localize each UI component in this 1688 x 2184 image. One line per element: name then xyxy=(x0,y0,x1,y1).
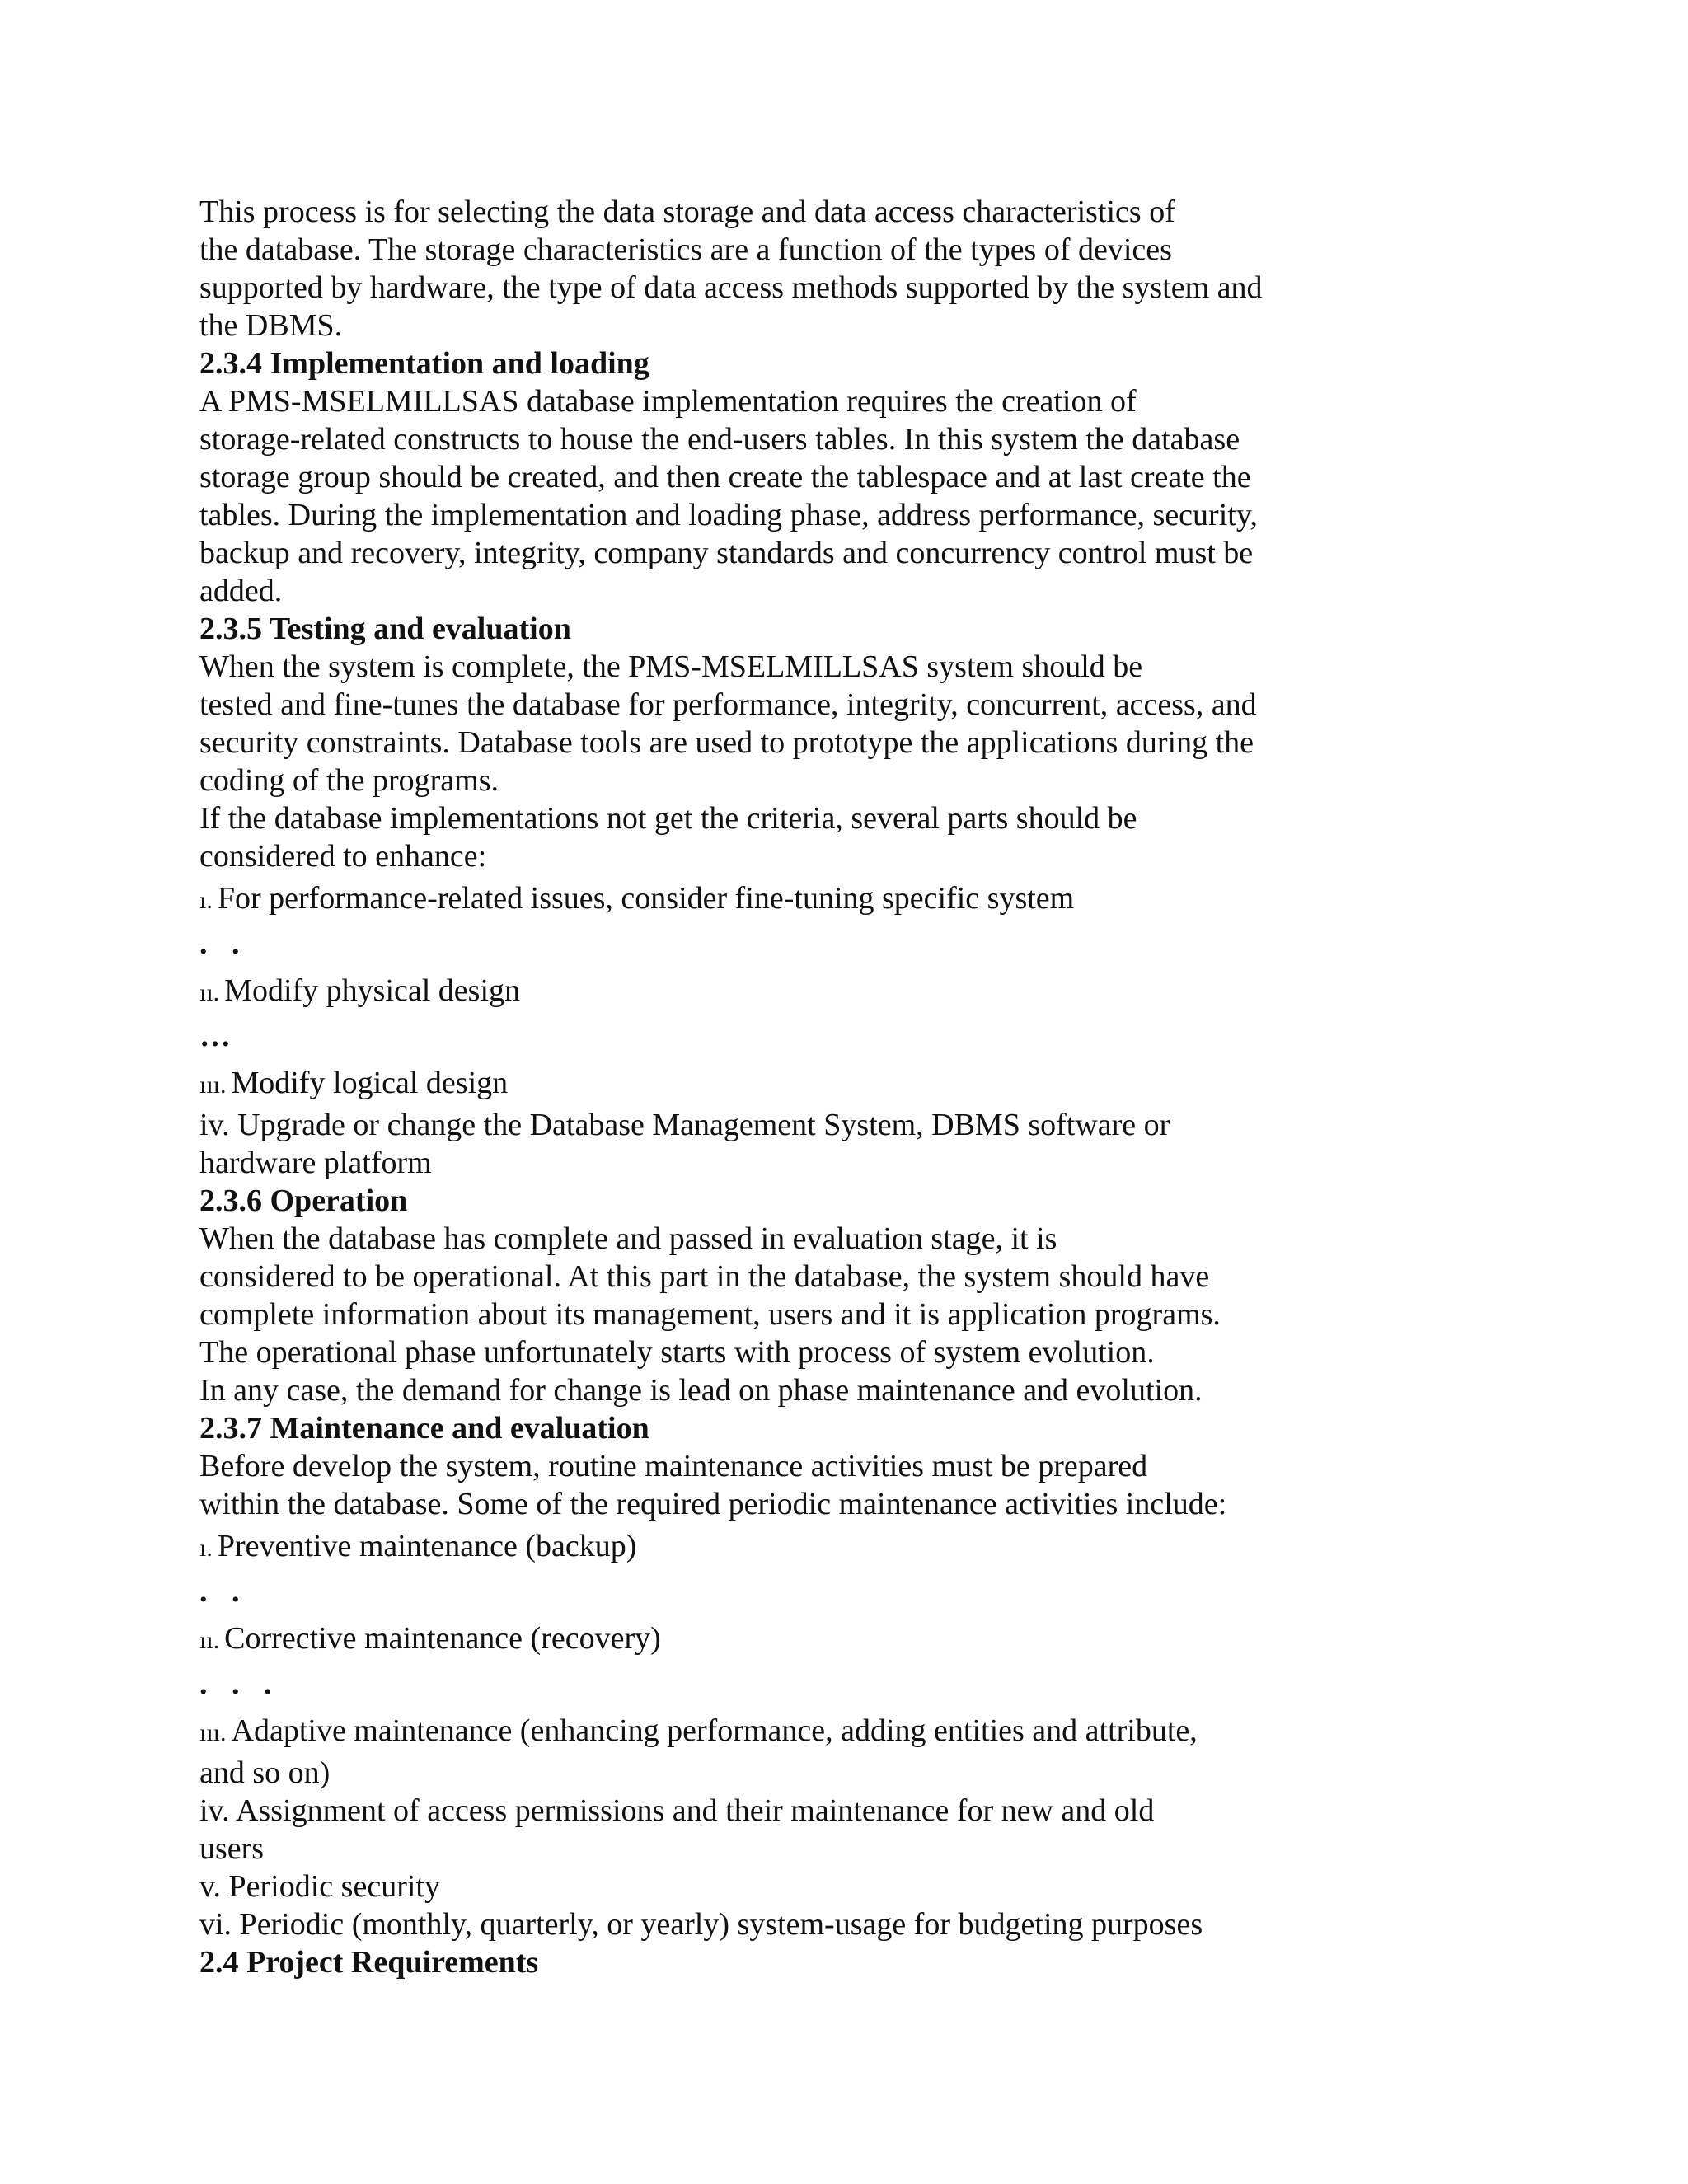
section-2-3-7-paragraph xyxy=(199,1447,1436,1523)
intro-paragraph xyxy=(199,193,1436,344)
list-item xyxy=(199,1615,1436,1661)
list-item: iv. Upgrade or change the Database Management System, DBMS software or xyxy=(199,1108,1170,1142)
text-line: tested and fine-tunes the database for performance, integrity, concurrent, access, and xyxy=(199,687,1257,722)
list-dots: . . xyxy=(199,1574,248,1609)
list-item-continuation: and so on) xyxy=(199,1755,331,1790)
section-2-3-5-list xyxy=(199,875,1436,1182)
list-item-text: Preventive maintenance (backup) xyxy=(217,1529,637,1563)
list-numeral: ı. xyxy=(199,1535,213,1562)
text-line: The operational phase unfortunately starts with process of system evolution. xyxy=(199,1335,1155,1370)
list-item-text: For performance-related issues, consider fine-tuning specific system xyxy=(217,881,1075,916)
text-line: coding of the programs. xyxy=(199,763,499,798)
document-page xyxy=(199,193,1436,1981)
list-item: v. Periodic security xyxy=(199,1869,440,1904)
section-2-3-7-list xyxy=(199,1523,1436,1943)
text-line: supported by hardware, the type of data access methods supported by the system and xyxy=(199,270,1263,305)
text-line: A PMS-MSELMILLSAS database implementation requires the creation of xyxy=(199,384,1137,419)
text-line: When the database has complete and passed in evaluation stage, it is xyxy=(199,1221,1057,1256)
text-line: added. xyxy=(199,574,283,608)
list-item xyxy=(199,1060,1436,1106)
section-2-3-5-paragraph xyxy=(199,648,1436,875)
list-dots: … xyxy=(199,1019,239,1053)
text-line: When the system is complete, the PMS-MSELMILLSAS system should be xyxy=(199,649,1143,684)
list-item xyxy=(199,1523,1436,1569)
text-line: considered to be operational. At this part in the database, the system should have xyxy=(199,1259,1210,1294)
section-heading-2-4: 2.4 Project Requirements xyxy=(199,1945,539,1980)
list-numeral: ııı. xyxy=(199,1071,227,1099)
section-heading-2-3-4: 2.3.4 Implementation and loading xyxy=(199,346,649,381)
list-item-text: Corrective maintenance (recovery) xyxy=(224,1621,661,1656)
text-line: storage group should be created, and then create the tablespace and at last create the xyxy=(199,460,1251,494)
list-numeral: ıı. xyxy=(199,1627,220,1654)
text-line: In any case, the demand for change is lead on phase maintenance and evolution. xyxy=(199,1373,1203,1408)
list-item-text: Modify physical design xyxy=(224,973,521,1008)
list-numeral: ııı. xyxy=(199,1719,227,1746)
list-item-text: Adaptive maintenance (enhancing performance, adding entities and attribute, xyxy=(231,1713,1198,1748)
text-line: the database. The storage characteristics are a function of the types of devices xyxy=(199,232,1172,267)
list-item-continuation: users xyxy=(199,1831,265,1866)
list-numeral: ıı. xyxy=(199,979,220,1006)
section-heading-2-3-5: 2.3.5 Testing and evaluation xyxy=(199,612,571,646)
list-dots: . . xyxy=(199,926,248,961)
list-item xyxy=(199,968,1436,1014)
text-line: complete information about its management, users and it is application programs. xyxy=(199,1297,1221,1332)
list-numeral: ı. xyxy=(199,887,213,914)
section-heading-2-3-6: 2.3.6 Operation xyxy=(199,1183,408,1218)
section-2-3-4-paragraph xyxy=(199,382,1436,610)
list-dots: . . . xyxy=(199,1666,280,1701)
list-item: vi. Periodic (monthly, quarterly, or yearly) system-usage for budgeting purposes xyxy=(199,1907,1203,1942)
text-line: backup and recovery, integrity, company standards and concurrency control must be xyxy=(199,536,1254,570)
text-line: storage-related constructs to house the end-users tables. In this system the database xyxy=(199,422,1240,457)
list-item-continuation: hardware platform xyxy=(199,1146,432,1180)
text-line: security constraints. Database tools are used to prototype the applications during the xyxy=(199,725,1254,760)
text-line: tables. During the implementation and loading phase, address performance, security, xyxy=(199,498,1258,532)
text-line: the DBMS. xyxy=(199,308,343,343)
list-item xyxy=(199,875,1436,921)
list-item: iv. Assignment of access permissions and their maintenance for new and old xyxy=(199,1793,1155,1828)
text-line: Before develop the system, routine maintenance activities must be prepared xyxy=(199,1449,1148,1483)
list-item xyxy=(199,1708,1436,1754)
section-heading-2-3-7: 2.3.7 Maintenance and evaluation xyxy=(199,1411,649,1446)
text-line: considered to enhance: xyxy=(199,839,487,874)
section-2-3-6-paragraph xyxy=(199,1220,1436,1409)
text-line: within the database. Some of the required periodic maintenance activities include: xyxy=(199,1487,1227,1521)
text-line: If the database implementations not get the criteria, several parts should be xyxy=(199,801,1137,836)
text-line: This process is for selecting the data storage and data access characteristics of xyxy=(199,194,1175,229)
list-item-text: Modify logical design xyxy=(231,1066,509,1100)
